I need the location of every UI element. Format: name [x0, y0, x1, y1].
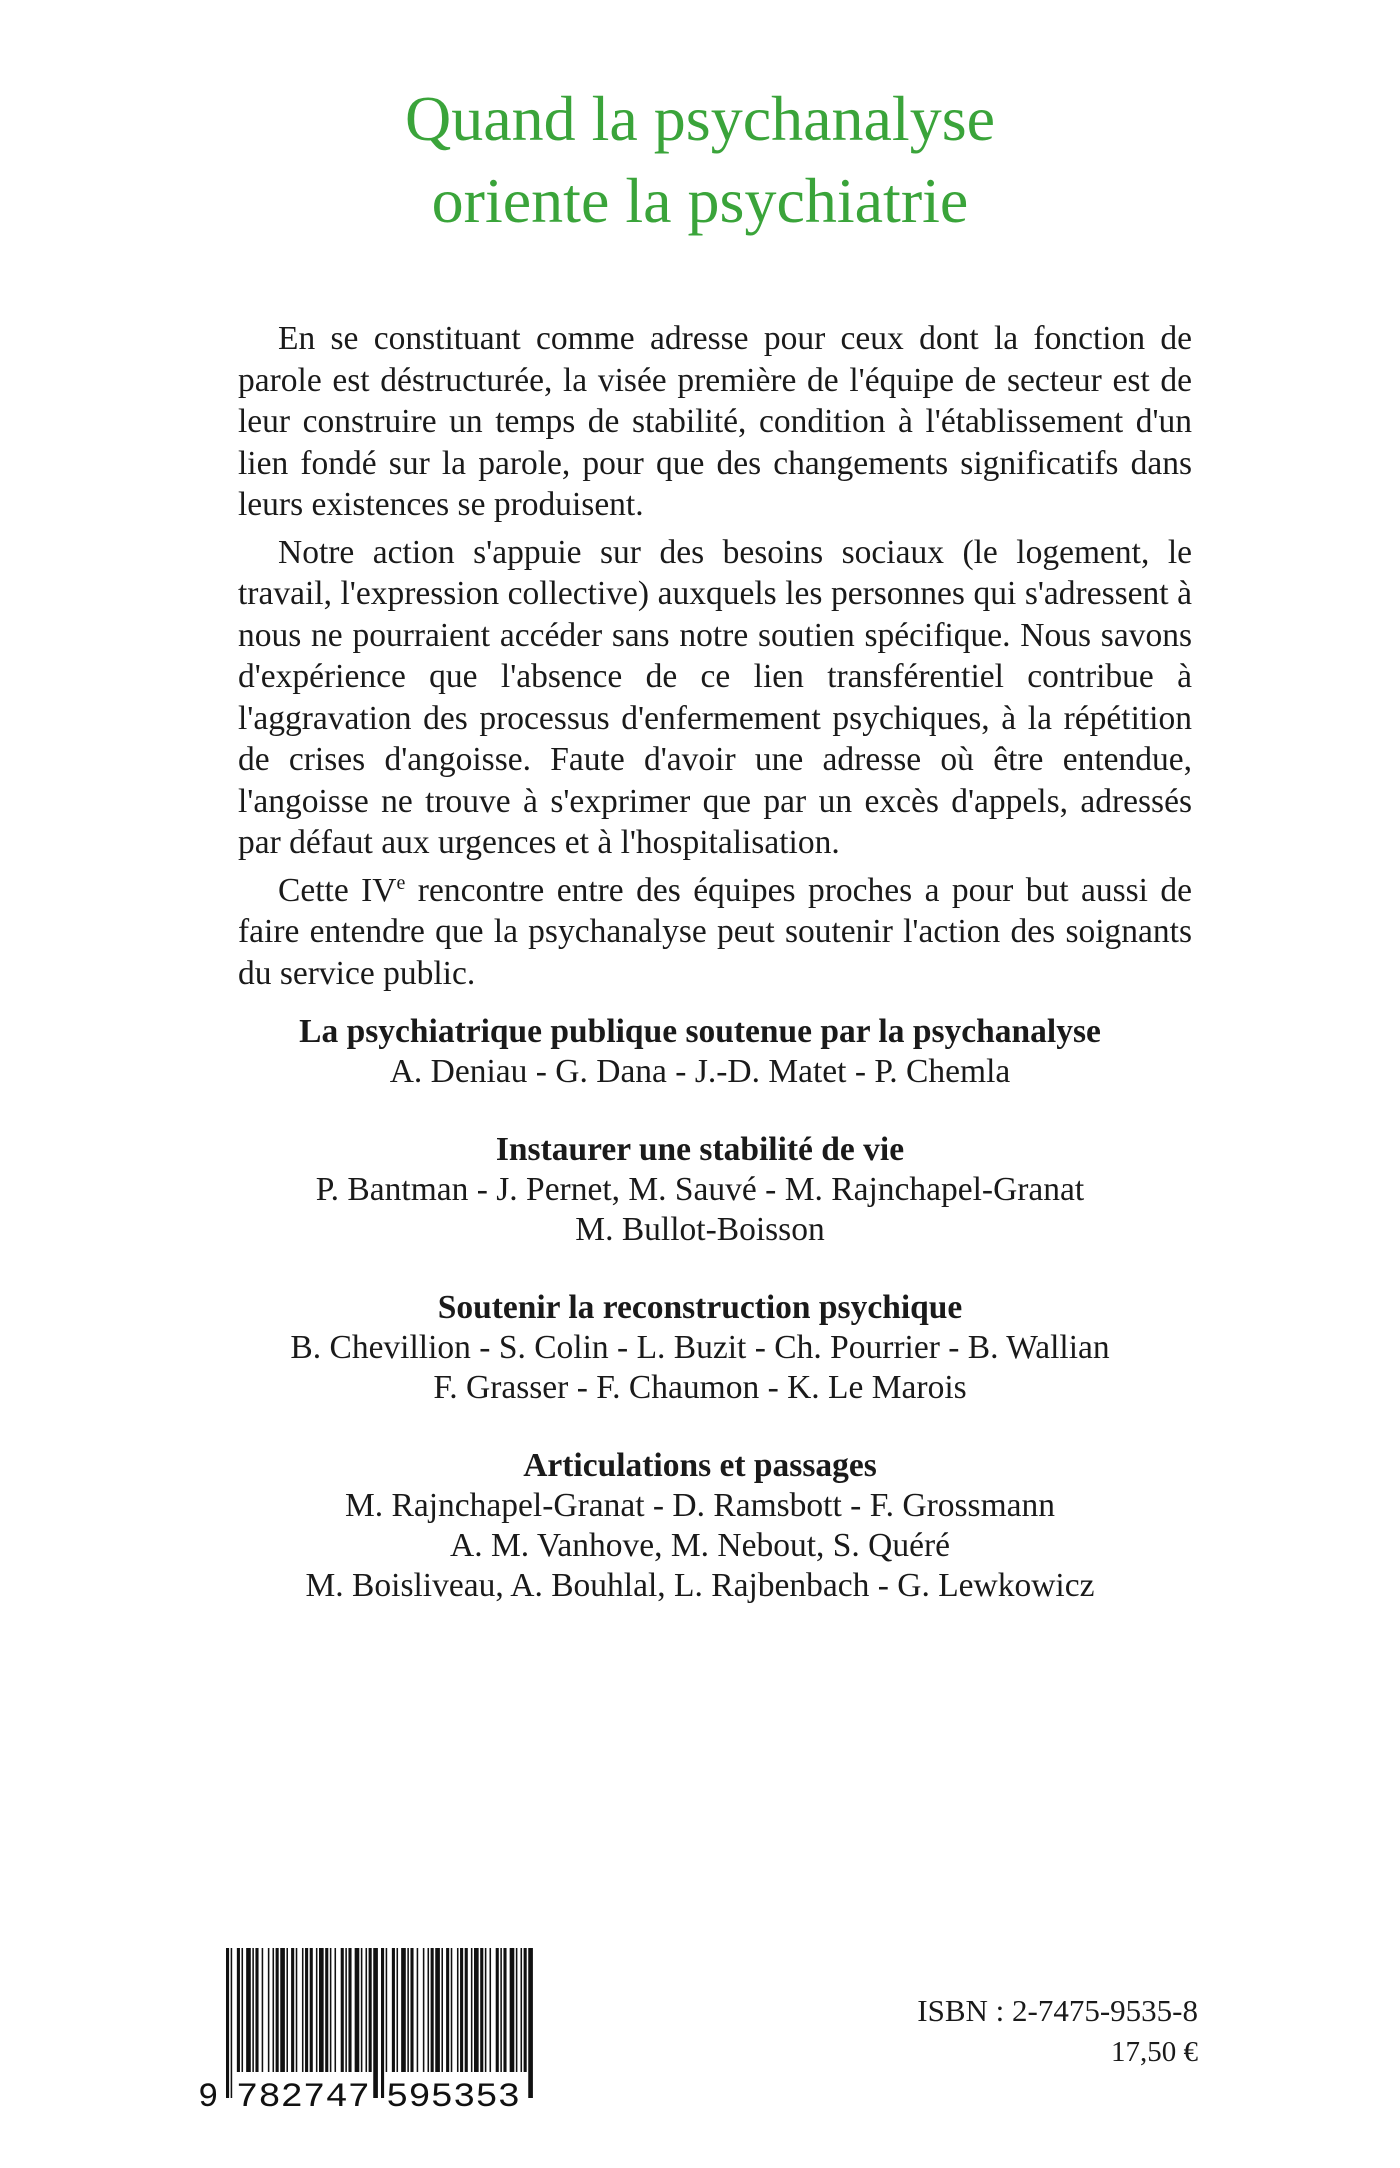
price: 17,50 € [1111, 2036, 1198, 2068]
barcode-bar [485, 1948, 487, 2072]
blurb-paragraph-2: Notre action s'appuie sur des besoins sociaux (le logement, le travail, l'expression collective) auxquels les personnes qui s'adressent à nous ne pourraient accéder sans notre soutien spécifique. Nous savons d'expérience que l'absence de ce lien transférentiel contribue à l'aggravation des processus d'enfermement psychiques, à la répétition de crises d'angoisse. Faute d'avoir une adresse où être entendue, l'angoisse ne trouve à s'exprimer que par un excès d'appels, adressés par défaut aux urgences et à l'hospitalisation. [238, 533, 1192, 861]
blurb-p3-start: Cette IV [278, 871, 397, 909]
barcode-bars [226, 1948, 533, 2098]
barcode-bar [524, 1948, 527, 2072]
barcode-bar [471, 1948, 473, 2072]
section-authors: M. Bullot-Boisson [575, 1211, 825, 1248]
barcode-bar [341, 1948, 344, 2072]
barcode-bar [392, 1948, 395, 2072]
barcode-digits-left: 782747 [236, 2079, 370, 2110]
book-title [0, 78, 1400, 242]
barcode-bar [291, 1948, 294, 2072]
section-authors: B. Chevillion - S. Colin - L. Buzit - Ch. Pourrier - B. Wallian [290, 1329, 1110, 1366]
barcode-bar [516, 1948, 518, 2072]
toc-section [0, 1288, 1400, 1408]
toc-section [0, 1130, 1400, 1250]
barcode-bar [369, 1948, 372, 2072]
barcode-bar [500, 1948, 502, 2072]
barcode-bar [510, 1948, 515, 2072]
barcode-bar [286, 1948, 288, 2072]
barcode-bar [496, 1948, 499, 2072]
barcode-bar [441, 1948, 443, 2072]
barcode-bar [242, 1948, 244, 2072]
table-of-contents [0, 1012, 1400, 1644]
barcode-bar [446, 1948, 449, 2072]
barcode-bar [460, 1948, 463, 2072]
barcode-bar [255, 1948, 258, 2072]
barcode-bar [361, 1948, 363, 2072]
section-title: Instaurer une stabilité de vie [495, 1131, 905, 1168]
barcode-bar [435, 1948, 440, 2072]
barcode-bar [237, 1948, 240, 2072]
barcode-bar [397, 1948, 399, 2072]
barcode-bar [226, 1948, 229, 2098]
section-title: Articulations et passages [523, 1447, 877, 1484]
section-authors: M. Rajnchapel-Granat - D. Ramsbott - F. Grossmann [345, 1487, 1055, 1524]
barcode-bar [428, 1948, 430, 2072]
barcode-bar [252, 1948, 254, 2072]
barcode-bar [268, 1948, 270, 2072]
blurb-p3-end: rencontre entre des équipes proches a pour but aussi de faire entendre que la psychanalyse peut soutenir l'action des soignants du service public. [238, 871, 1193, 992]
barcode-bar [528, 1948, 533, 2098]
blurb-paragraph-1: En se constituant comme adresse pour ceux dont la fonction de parole est déstructurée, la visée première de l'équipe de secteur est de leur construire un temps de stabilité, condition à l'établissement d'un lien fondé sur la parole, pour que des changements significatifs dans leurs existences se produisent. [238, 320, 1192, 523]
barcode-bar [280, 1948, 285, 2072]
barcode-bar [231, 1948, 233, 2098]
barcode-digits-right: 595353 [386, 2079, 520, 2110]
title-line-1: Quand la psychanalyse [404, 83, 996, 154]
barcode-bar [465, 1948, 468, 2072]
barcode-bar [355, 1948, 360, 2072]
section-authors: A. Deniau - G. Dana - J.-D. Matet - P. Chemla [389, 1053, 1011, 1090]
barcode-bar [474, 1948, 479, 2072]
barcode-bar [319, 1948, 324, 2072]
ordinal-superscript: e [396, 871, 406, 894]
barcode-bar [262, 1948, 264, 2072]
barcode-digit-first: 9 [198, 2079, 219, 2110]
barcode-bar [348, 1948, 351, 2072]
barcode-bar [381, 1948, 384, 2098]
barcode-bar [316, 1948, 318, 2072]
section-authors: M. Boisliveau, A. Bouhlal, L. Rajbenbach - G. Lewkowicz [305, 1567, 1095, 1604]
barcode-bar [310, 1948, 313, 2072]
barcode-bar [407, 1948, 409, 2072]
barcode-bar [335, 1948, 337, 2072]
barcode-bar [431, 1948, 434, 2072]
barcode-bar [366, 1948, 368, 2072]
barcode-bar [330, 1948, 332, 2072]
barcode-bar [521, 1948, 523, 2072]
toc-section [0, 1012, 1400, 1092]
isbn: ISBN : 2-7475-9535-8 [917, 1993, 1198, 2028]
barcode-bar [401, 1948, 406, 2072]
barcode-bar [373, 1948, 378, 2098]
barcode-bar [457, 1948, 459, 2072]
barcode-bar [490, 1948, 492, 2072]
barcode-bar [302, 1948, 304, 2072]
barcode-bar [423, 1948, 425, 2072]
barcode-bar [417, 1948, 419, 2072]
barcode-bar [246, 1948, 251, 2072]
barcode-bar [276, 1948, 279, 2072]
section-authors: P. Bantman - J. Pernet, M. Sauvé - M. Rajnchapel-Granat [315, 1171, 1085, 1208]
section-title: Soutenir la reconstruction psychique [437, 1289, 963, 1326]
section-authors: A. M. Vanhove, M. Nebout, S. Quéré [450, 1527, 950, 1564]
blurb-paragraph-3 [238, 870, 1192, 995]
barcode-bar [296, 1948, 298, 2072]
barcode-bar [273, 1948, 275, 2072]
barcode-bar [305, 1948, 308, 2072]
section-title: La psychiatrique publique soutenue par la psychanalyse [299, 1013, 1101, 1050]
barcode-bar [480, 1948, 483, 2072]
barcode-bar [503, 1948, 506, 2072]
barcode-bar [451, 1948, 453, 2072]
barcode [196, 1948, 538, 2110]
barcode-bar [325, 1948, 328, 2072]
toc-section [0, 1446, 1400, 1606]
barcode-bar [345, 1948, 347, 2072]
barcode-bar [410, 1948, 413, 2072]
barcode-bar [386, 1948, 388, 2072]
section-authors: F. Grasser - F. Chaumon - K. Le Marois [433, 1369, 967, 1406]
blurb [238, 318, 1192, 1000]
title-line-2: oriente la psychiatrie [431, 165, 969, 236]
